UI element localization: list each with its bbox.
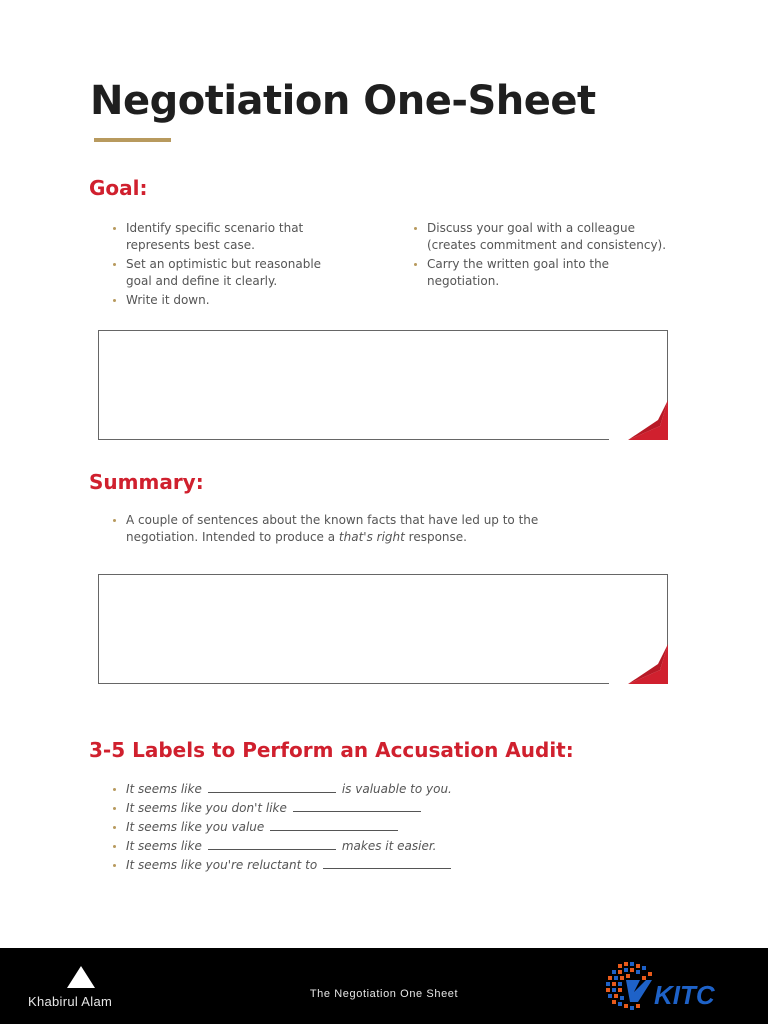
audit-list bbox=[110, 781, 510, 876]
kitc-logo bbox=[604, 958, 738, 1016]
page-title: Negotiation One-Sheet bbox=[90, 78, 596, 124]
title-underline bbox=[94, 138, 171, 142]
summary-writing-box[interactable] bbox=[98, 574, 668, 684]
summary-tail: response. bbox=[404, 530, 467, 544]
page-corner-icon bbox=[628, 644, 668, 684]
fill-in-blank[interactable] bbox=[323, 859, 451, 869]
audit-label: It seems like bbox=[126, 839, 202, 853]
triangle-logo-icon bbox=[67, 966, 95, 988]
list-item: Identify specific scenario that represents best case. bbox=[110, 220, 330, 254]
goal-writing-box[interactable] bbox=[98, 330, 668, 440]
globe-dots-icon bbox=[606, 962, 652, 1010]
audit-heading: 3-5 Labels to Perform an Accusation Audit: bbox=[89, 738, 574, 762]
audit-label: It seems like you're reluctant to bbox=[126, 858, 318, 872]
summary-emphasis: that's right bbox=[338, 530, 405, 544]
list-item bbox=[110, 781, 510, 798]
fill-in-blank[interactable] bbox=[208, 783, 336, 793]
author-name: Khabirul Alam bbox=[28, 994, 113, 1009]
audit-label-tail: is valuable to you. bbox=[341, 782, 452, 796]
summary-text: A couple of sentences about the known facts that have led up to the negotiation. Intended to produce a bbox=[126, 513, 539, 544]
list-item: Discuss your goal with a colleague (creates commitment and consistency). bbox=[411, 220, 681, 254]
list-item bbox=[110, 800, 510, 817]
list-item bbox=[110, 512, 550, 546]
list-item bbox=[110, 857, 510, 874]
box-bottom-line bbox=[98, 439, 609, 440]
page-corner-icon bbox=[628, 400, 668, 440]
audit-label: It seems like bbox=[126, 782, 202, 796]
list-item bbox=[110, 819, 510, 836]
goal-left-list bbox=[110, 220, 330, 311]
box-bottom-line bbox=[98, 683, 609, 684]
list-item: Carry the written goal into the negotiation. bbox=[411, 256, 681, 290]
audit-label: It seems like you value bbox=[126, 820, 265, 834]
fill-in-blank[interactable] bbox=[293, 802, 421, 812]
summary-list bbox=[110, 512, 550, 548]
summary-heading: Summary: bbox=[89, 470, 204, 494]
audit-label-tail: makes it easier. bbox=[341, 839, 437, 853]
footer-title: The Negotiation One Sheet bbox=[309, 988, 459, 1000]
goal-heading: Goal: bbox=[89, 176, 148, 200]
fill-in-blank[interactable] bbox=[208, 840, 336, 850]
list-item: Write it down. bbox=[110, 292, 330, 309]
list-item bbox=[110, 838, 510, 855]
goal-right-list bbox=[411, 220, 681, 292]
list-item: Set an optimistic but reasonable goal and define it clearly. bbox=[110, 256, 330, 290]
kitc-logo-text: KITC bbox=[654, 980, 715, 1010]
audit-label: It seems like you don't like bbox=[126, 801, 287, 815]
fill-in-blank[interactable] bbox=[270, 821, 398, 831]
